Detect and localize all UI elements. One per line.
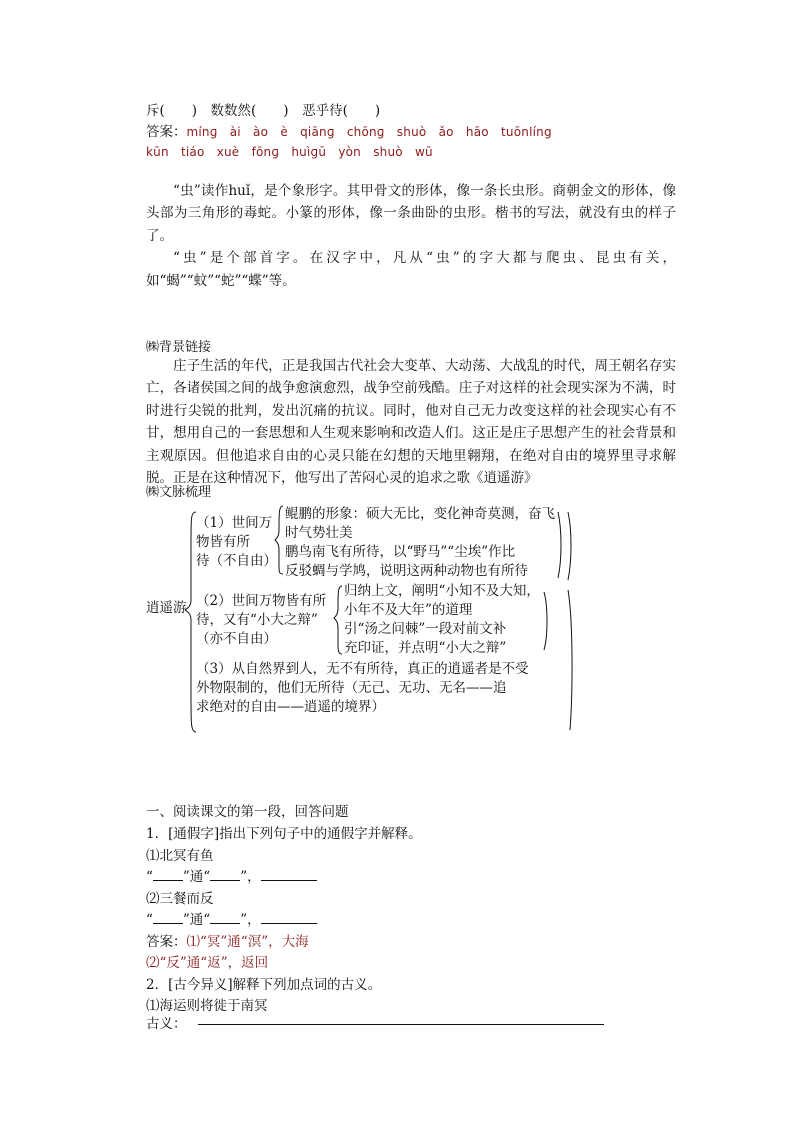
tong-label: ”通“ [182, 869, 211, 885]
answer-blank-row-1 [146, 865, 317, 885]
guyi-row [146, 1012, 187, 1032]
branch-2-line: 待，又有“小大之辩” [196, 612, 318, 628]
sub-brace-1-right [558, 512, 561, 578]
sub-brace-2-right [544, 592, 547, 650]
exercise-section-title: 一、阅读课文的第一段，回答问题 [146, 804, 349, 820]
outline-heading: ㈱文脉梳理 [146, 485, 212, 500]
question-2-item-1: ⑴海运则将徙于南冥 [146, 998, 268, 1014]
background-paragraph: 庄子生活的年代，正是我国古代社会大变革、大动荡、大战乱的时代，周王朝名存实亡，各诸侯国之间的战争愈演愈烈，战争空前残酷。庄子对这样的社会现实深为不满，时时进行尖锐的批判，发出沉痛的抗议。同时，他对自己无力改变这样的社会现实心有不甘，想用自己的一套思想和人生观来影响和改造人们。这正是庄子思想产生的社会背景和主观原因。但他追求自由的心灵只能在幻想的天地里翱翔，在绝对自由的境界里寻求解脱。正是在这种情况下，他写出了苦闷心灵的追求之歌《逍遥游》 [146, 358, 676, 487]
branch-2-line: （亦不自由） [196, 631, 277, 647]
question-1-item-2: ⑵三餐而反 [146, 891, 214, 907]
main-brace [185, 512, 196, 732]
chong-paragraph-1: “虫”读作huǐ，是个象形字。其甲骨文的形体，像一条长虫形。商朝金文的形体，像头部为三角形的毒蛇。小篆的形体，像一条曲卧的虫形。楷书的写法，就没有虫的样子了。 [146, 183, 676, 244]
branch-1-detail-line: 鹏鸟南飞有所待，以“野马”“尘埃”作比 [285, 544, 516, 560]
branch-2-detail-line: 小年不及大年”的道理 [344, 602, 473, 618]
branch-1 [196, 514, 277, 571]
branch-1-detail-line: 反驳蜩与学鸠，说明这两种动物也有所待 [285, 563, 528, 579]
question-1: 1．[通假字]指出下列句子中的通假字并解释。 [146, 826, 422, 842]
quote-open: “ [146, 869, 153, 885]
pinyin-answer-2: kūn tiáo xuè fōnɡ huìɡū yòn shuò wū [146, 145, 433, 159]
blank-field[interactable] [210, 911, 240, 924]
quote-close: ”， [240, 869, 261, 885]
branch-1-detail [285, 505, 555, 581]
quote-open: “ [146, 912, 153, 928]
branch-1-line: 待（不自由） [196, 553, 277, 569]
blank-field[interactable] [153, 868, 183, 881]
sub-brace-2 [334, 586, 342, 654]
question-1-item-1: ⑴北冥有鱼 [146, 848, 214, 864]
question-2: 2．[古今异义]解释下列加点词的古义。 [146, 977, 382, 993]
answer-1-text: ⑴“冥”通“溟”，大海 [186, 934, 309, 950]
branch-1-line: （1）世间万 [196, 515, 273, 531]
branch-1-detail-line: 时气势壮美 [285, 525, 353, 541]
blank-field[interactable] [210, 868, 240, 881]
answer-1 [146, 930, 309, 950]
tong-label: ”通“ [182, 912, 211, 928]
blank-field[interactable] [261, 868, 317, 881]
answer-label: 答案： [146, 934, 187, 950]
branch-2-detail-line: 归纳上文，阐明“小知不及大知， [344, 583, 540, 599]
background-heading: ㈱背景链接 [146, 340, 212, 355]
branch-3 [196, 660, 529, 717]
pinyin-answer-1: mínɡ ài ào è qiānɡ chōnɡ shuò ǎo hāo tuōnlíng [186, 125, 552, 139]
branch-3-line: 求绝对的自由——逍遥的境界） [196, 699, 385, 715]
guyi-answer-line[interactable] [198, 1024, 604, 1025]
answer-2: ⑵“反”通“返”，返回 [146, 955, 269, 971]
outline-root: 逍遥游 [146, 600, 187, 616]
branch-2-detail-line: 充印证，并点明“小大之辩” [344, 640, 507, 656]
chong-paragraph-2: “虫”是个部首字。在汉字中，凡从“虫”的字大都与爬虫、昆虫有关，如“蝎”“蚊”“蛇”“蝶”等。 [146, 250, 676, 289]
blank-field[interactable] [153, 911, 183, 924]
branch-2-detail-line: 引“汤之问棘”一段对前文补 [344, 621, 507, 637]
branch-2-line: （2）世间万物皆有所 [196, 593, 327, 609]
guyi-label: 古义： [146, 1016, 187, 1032]
quote-close: ”， [240, 912, 261, 928]
branch-1-detail-line: 鲲鹏的形象：硕大无比，变化神奇莫测，奋飞 [285, 506, 555, 522]
answer-blank-row-2 [146, 908, 317, 928]
branch-2-detail [344, 582, 540, 658]
blank-field[interactable] [261, 911, 317, 924]
branch-2 [196, 592, 326, 649]
branch-3-line: 外物限制的，他们无所待（无己、无功、无名——追 [196, 680, 507, 696]
branch-3-line: （3）从自然界到人，无不有所待，真正的逍遥者是不受 [196, 661, 529, 677]
answer-label: 答案： [146, 124, 187, 140]
right-brace-main [568, 512, 572, 730]
pinyin-question: 斥( ) 数数然( ) 恶乎待( ) [146, 103, 381, 119]
branch-1-line: 物皆有所 [196, 534, 250, 550]
